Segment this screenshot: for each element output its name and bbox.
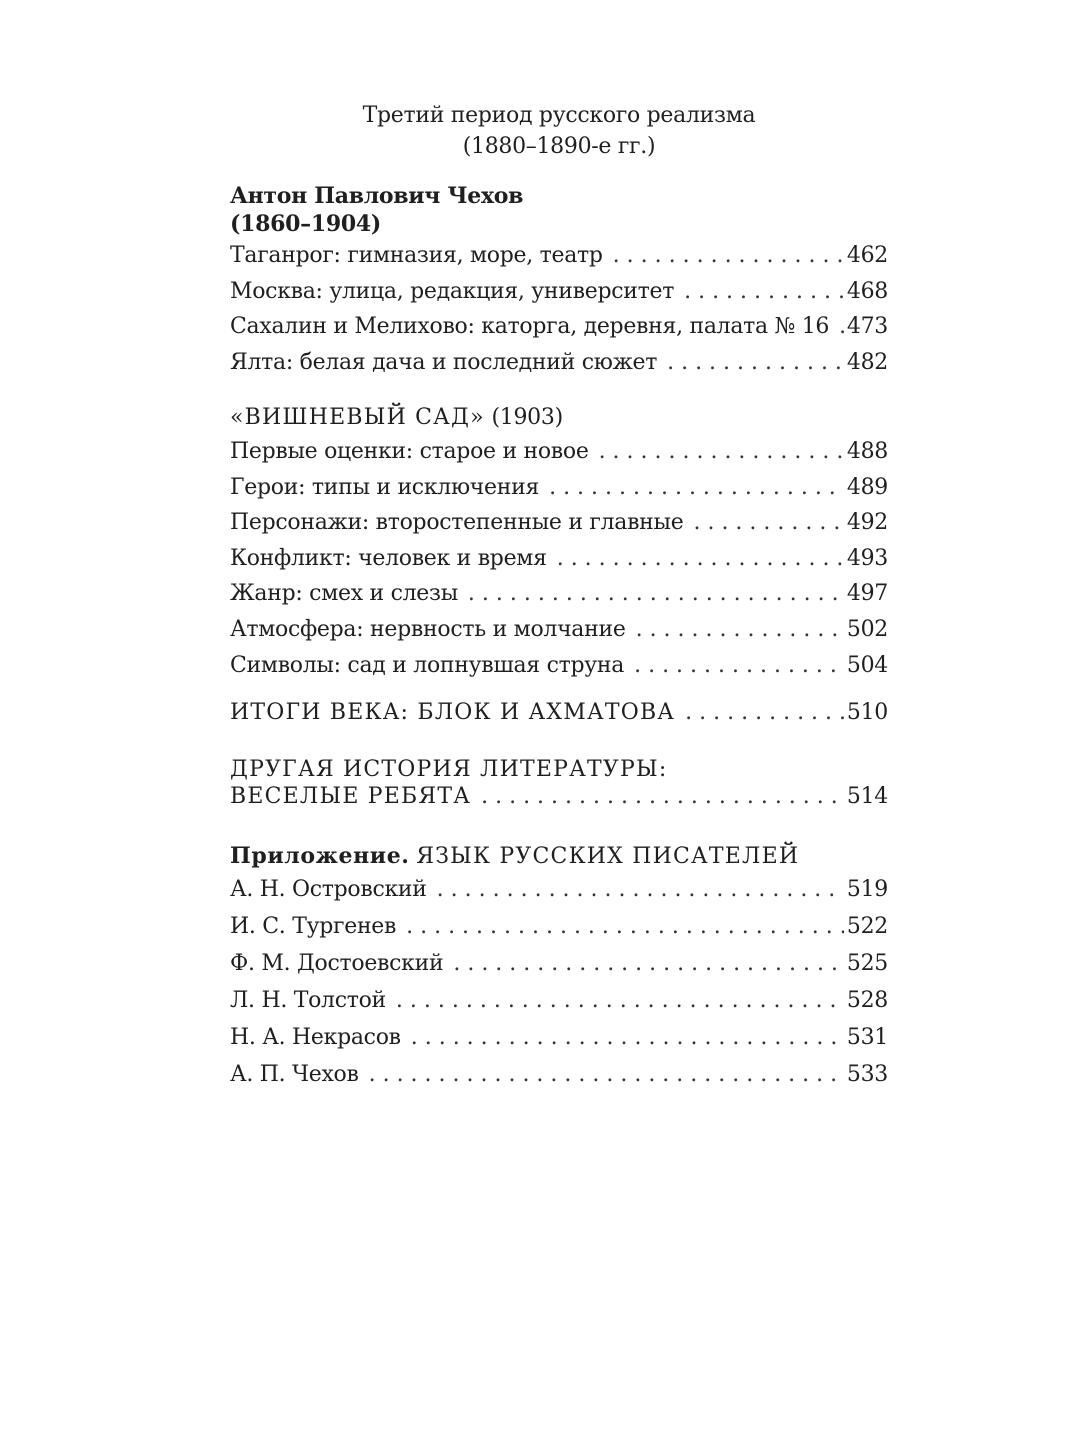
chekhov-section — [230, 182, 888, 385]
toc-entry[interactable] — [230, 1025, 888, 1062]
toc-entry-title: И. С. Тургенев — [230, 914, 397, 939]
toc-entry[interactable] — [230, 546, 888, 582]
toc-entry-page: 510 — [846, 700, 888, 725]
toc-entry-page: 482 — [846, 349, 888, 375]
leader-dots — [634, 653, 844, 678]
toc-entry-title: А. Н. Островский — [230, 877, 427, 902]
toc-entry-title: Москва: улица, редакция, университет — [230, 278, 675, 304]
part-heading — [230, 100, 888, 162]
toc-entry[interactable] — [230, 914, 888, 951]
toc-entry-page: 528 — [846, 988, 888, 1013]
toc-entry[interactable] — [230, 475, 888, 511]
toc-entry[interactable] — [230, 581, 888, 617]
toc-entry-title: А. П. Чехов — [230, 1062, 359, 1087]
toc-entry[interactable] — [230, 653, 888, 689]
section-heading — [230, 404, 888, 432]
part-years: (1880–1890-е гг.) — [462, 134, 656, 159]
toc-entry-page: 462 — [846, 243, 888, 268]
toc-entry-page: 489 — [846, 474, 888, 500]
section-heading-year: (1903) — [491, 405, 563, 430]
toc-entry-page: 533 — [846, 1062, 888, 1087]
toc-entry-title: Символы: сад и лопнувшая струна — [230, 652, 625, 678]
toc-entry[interactable] — [230, 510, 888, 546]
toc-entry[interactable] — [230, 988, 888, 1025]
cherry-orchard-section — [230, 404, 888, 688]
toc-entry-title: ВЕСЕЛЫЕ РЕБЯТА — [230, 784, 472, 809]
toc-entry-page: 488 — [846, 439, 888, 464]
toc-entry[interactable] — [230, 1062, 888, 1099]
toc-entry-page: 519 — [846, 877, 888, 902]
toc-entry-title: Герои: типы и исключения — [230, 474, 540, 500]
toc-entry-title: Ялта: белая дача и последний сюжет — [230, 349, 658, 375]
toc-entry-other-history[interactable] — [230, 784, 888, 816]
leader-dots — [693, 510, 843, 535]
toc-entry-page: 473 — [846, 314, 888, 340]
other-history-title-line1: ДРУГАЯ ИСТОРИЯ ЛИТЕРАТУРЫ: — [230, 757, 668, 782]
toc-entry-page: 493 — [846, 545, 888, 571]
author-years: (1860–1904) — [230, 211, 381, 237]
toc-entry-title: Л. Н. Толстой — [230, 988, 386, 1013]
leader-dots — [684, 279, 844, 304]
leader-dots — [468, 581, 844, 606]
toc-entry-title: Ф. М. Достоевский — [230, 951, 444, 976]
leader-dots — [685, 700, 844, 725]
toc-entry-page: 497 — [846, 581, 888, 607]
toc-entry-title: Жанр: смех и слезы — [230, 581, 458, 607]
leader-dots — [636, 617, 844, 642]
section-heading-title: «ВИШНЕВЫЙ САД» — [230, 405, 485, 430]
toc-entry-title: ИТОГИ ВЕКА: БЛОК И АХМАТОВА — [230, 700, 676, 725]
appendix-title: ЯЗЫК РУССКИХ ПИСАТЕЛЕЙ — [416, 844, 800, 869]
leader-dots — [667, 350, 844, 375]
toc-entry-page: 468 — [846, 278, 888, 304]
toc-entry-title: Сахалин и Мелихово: каторга, деревня, палата № 16 — [230, 314, 830, 340]
author-name: Антон Павлович Чехов — [230, 183, 524, 209]
leader-dots — [549, 475, 844, 500]
leader-dots — [437, 877, 844, 902]
toc-entry-page: 504 — [846, 652, 888, 678]
toc-entry-title: Персонажи: второстепенные и главные — [230, 510, 684, 536]
toc-entry-page: 522 — [846, 914, 888, 939]
toc-entry[interactable] — [230, 439, 888, 475]
leader-dots — [839, 314, 844, 339]
leader-dots — [599, 439, 844, 464]
leader-dots — [453, 951, 844, 976]
toc-entry[interactable] — [230, 279, 888, 315]
leader-dots — [406, 914, 844, 939]
toc-entry-title: Атмосфера: нервность и молчание — [230, 616, 626, 642]
toc-entry-page: 525 — [846, 951, 888, 976]
toc-entry-title: Н. А. Некрасов — [230, 1025, 401, 1050]
toc-entry[interactable] — [230, 243, 888, 279]
toc-entry-page: 531 — [846, 1025, 888, 1050]
leader-dots — [481, 784, 844, 809]
toc-entry-page: 514 — [846, 784, 888, 809]
toc-entry-title: Первые оценки: старое и новое — [230, 439, 589, 464]
toc-entry[interactable] — [230, 617, 888, 653]
appendix-heading — [230, 842, 888, 871]
toc-entry-title: Таганрог: гимназия, море, театр — [230, 243, 603, 268]
leader-dots — [396, 988, 844, 1013]
part-title: Третий период русского реализма — [362, 103, 756, 128]
toc-entry-page: 492 — [846, 510, 888, 536]
toc-entry[interactable] — [230, 877, 888, 914]
appendix-label: Приложение. — [230, 843, 410, 869]
leader-dots — [411, 1025, 844, 1050]
other-history-section — [230, 756, 888, 816]
toc-entry[interactable] — [230, 951, 888, 988]
toc-entry-title: Конфликт: человек и время — [230, 545, 547, 571]
toc-entry-summary[interactable] — [230, 700, 888, 736]
toc-entry-page: 502 — [846, 616, 888, 642]
summary-section — [230, 700, 888, 736]
leader-dots — [613, 243, 844, 268]
toc-entry[interactable] — [230, 314, 888, 350]
toc-entry[interactable] — [230, 350, 888, 386]
leader-dots — [369, 1062, 844, 1087]
leader-dots — [557, 546, 844, 571]
appendix-section — [230, 842, 888, 1099]
